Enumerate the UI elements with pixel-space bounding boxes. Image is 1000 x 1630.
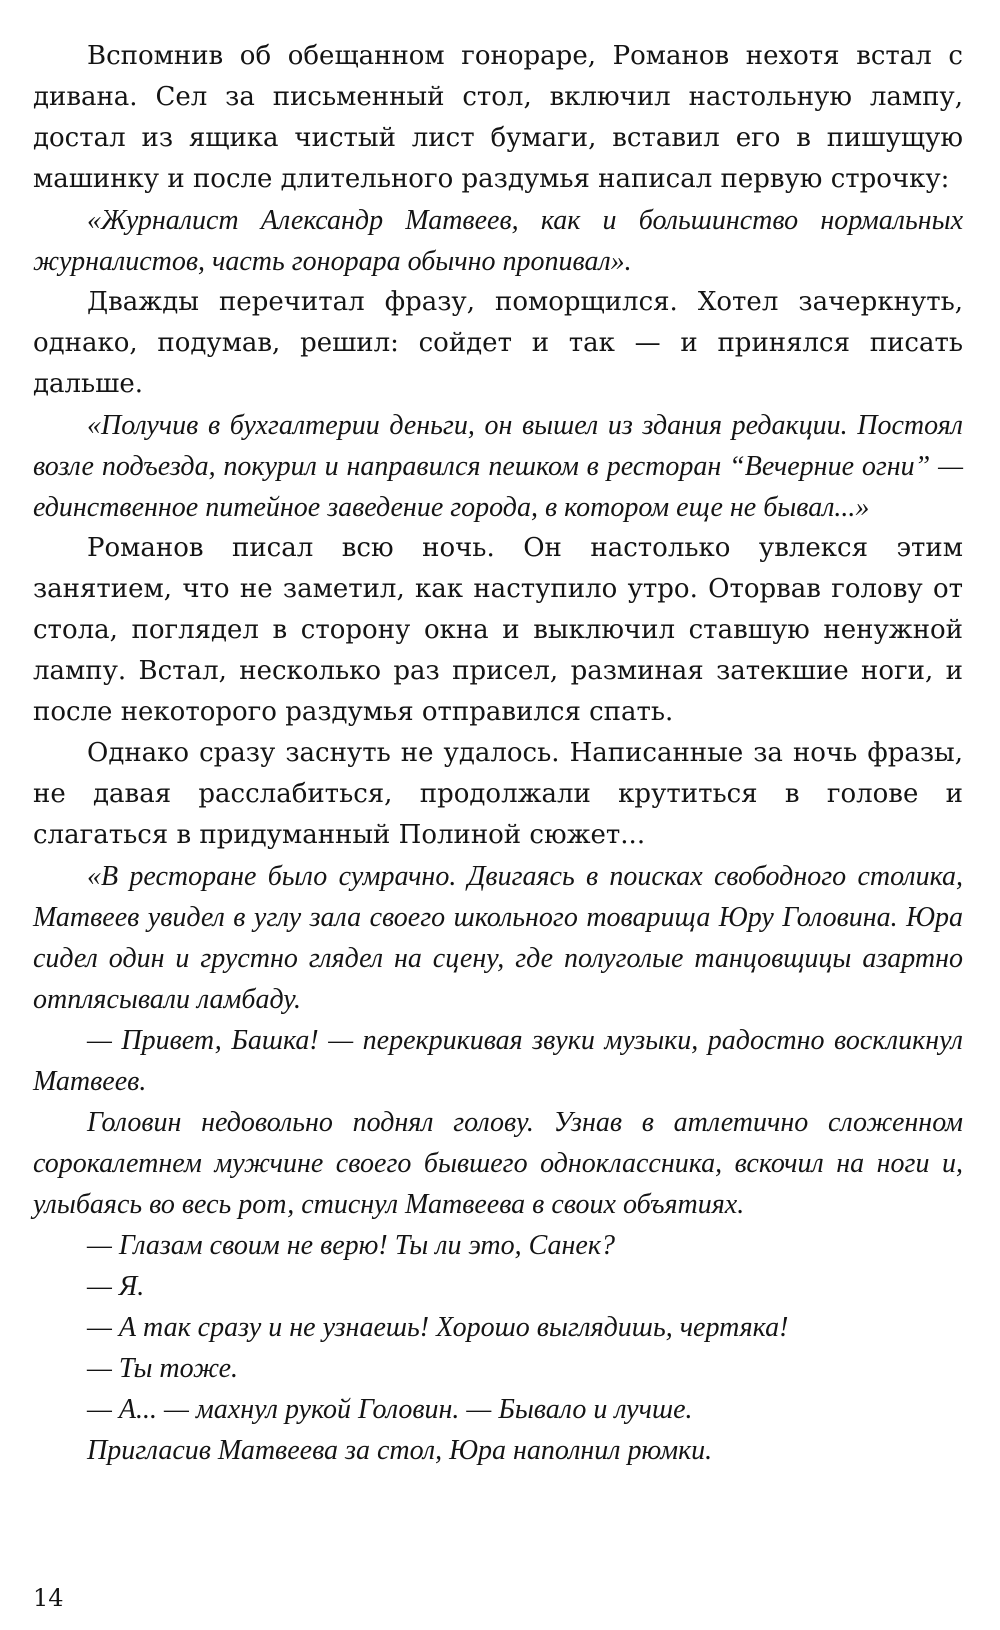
dialogue-line: — А... — махнул рукой Головин. — Бывало и лучше.	[87, 1394, 693, 1425]
manuscript-paragraph: «Журналист Александр Матвеев, как и большинство нормальных журналистов, часть гонорара обычно пропивал».	[33, 205, 963, 277]
manuscript-paragraph: Головин недовольно поднял голову. Узнав в атлетично сложенном сорокалетнем мужчине своего бывшего одноклассника, вскочил на ноги и, улыбаясь во весь рот, стиснул Матвеева в своих объятиях.	[33, 1107, 963, 1220]
manuscript-paragraph: «Получив в бухгалтерии деньги, он вышел из здания редакции. Постоял возле подъезда, покурил и направился пешком в ресторан “Вечерние огни” — единственное питейное заведение города, в котором еще не бывал...»	[33, 410, 963, 523]
body-text	[33, 36, 963, 1471]
dialogue-line: — Привет, Башка! — перекрикивая звуки музыки, радостно воскликнул Матвеев.	[33, 1025, 963, 1097]
dialogue-line: — Ты тоже.	[87, 1353, 239, 1384]
narration-paragraph: Дважды перечитал фразу, поморщился. Хотел зачеркнуть, однако, подумав, решил: сойдет и так — и принялся писать дальше.	[33, 287, 963, 399]
dialogue-line: — А так сразу и не узнаешь! Хорошо выглядишь, чертяка!	[87, 1312, 789, 1343]
manuscript-paragraph: «В ресторане было сумрачно. Двигаясь в поисках свободного столика, Матвеев увидел в углу зала своего школьного товарища Юру Головина. Юра сидел один и грустно глядел на сцену, где полуголые танцовщицы азартно отплясывали ламбаду.	[33, 861, 963, 1015]
narration-paragraph: Однако сразу заснуть не удалось. Написанные за ночь фразы, не давая расслабиться, продолжали крутиться в голове и слагаться в придуманный Полиной сюжет...	[33, 738, 963, 850]
narration-paragraph: Романов писал всю ночь. Он настолько увлекся этим занятием, что не заметил, как наступило утро. Оторвав голову от стола, поглядел в сторону окна и выключил ставшую ненужной лампу. Встал, несколько раз присел, разминая затекшие ноги, и после некоторого раздумья отправился спать.	[33, 533, 963, 727]
page-number: 14	[33, 1584, 64, 1612]
narration-paragraph: Вспомнив об обещанном гонораре, Романов нехотя встал с дивана. Сел за письменный стол, включил настольную лампу, достал из ящика чистый лист бумаги, вставил его в пишущую машинку и после длительного раздумья написал первую строчку:	[33, 41, 963, 194]
dialogue-line: — Я.	[87, 1271, 145, 1302]
manuscript-paragraph: Пригласив Матвеева за стол, Юра наполнил рюмки.	[87, 1435, 713, 1466]
dialogue-line: — Глазам своим не верю! Ты ли это, Санек?	[87, 1230, 615, 1261]
